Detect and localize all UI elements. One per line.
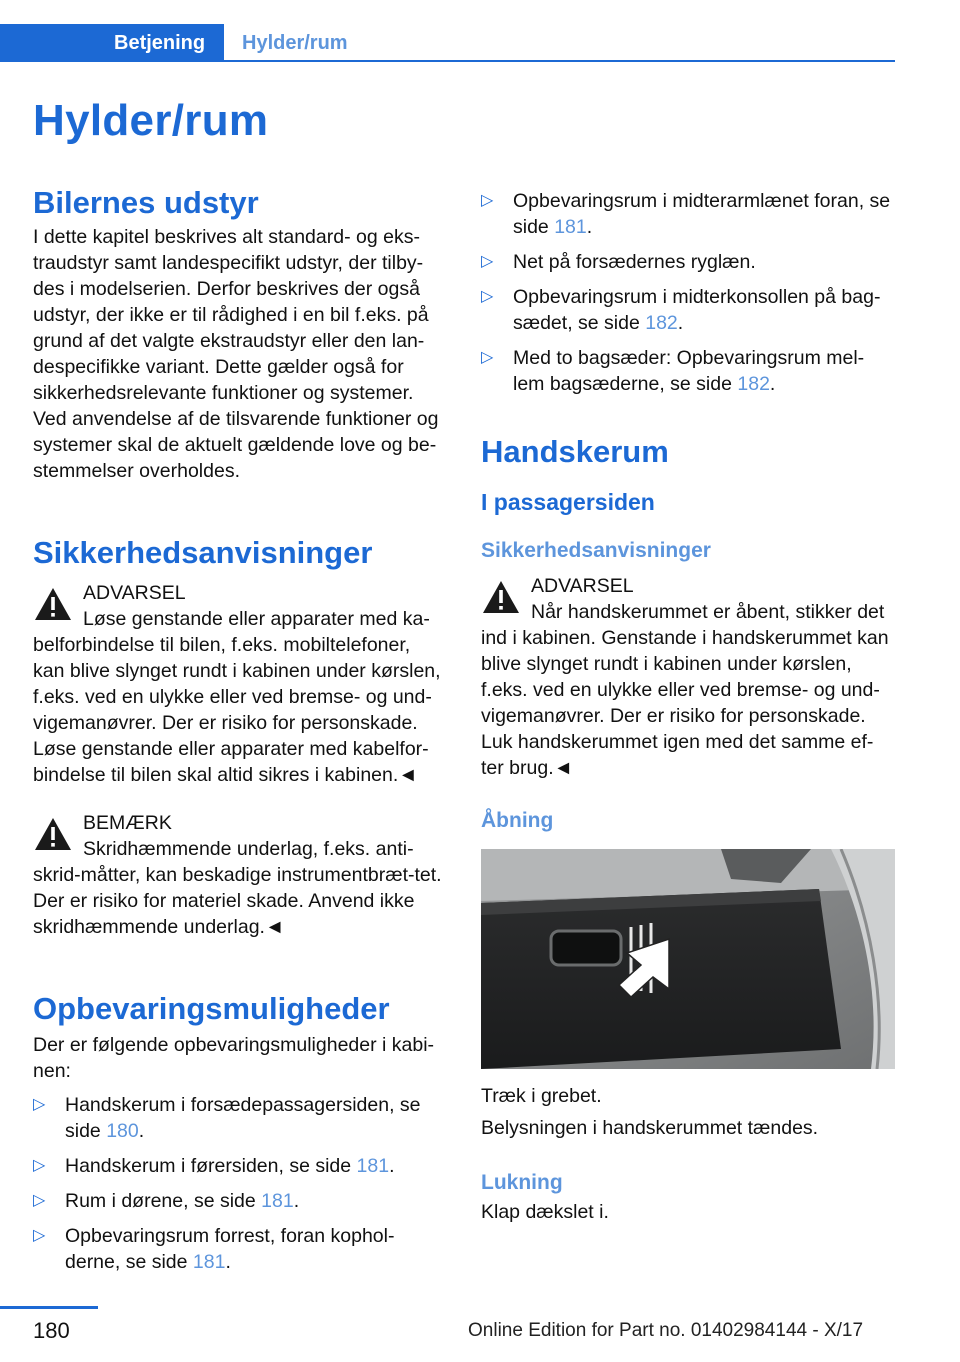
triangle-bullet-icon: ▷: [481, 288, 494, 305]
section-text-bilernes-udstyr: I dette kapitel beskrives alt standard- og eks-traudstyr samt landespecifikt udstyr, der tilby-des i modelserien. Derfor beskrives der også udstyr, der ikke er til rådighed i en bil f.eks. på grund af det valgte ekstraudstyr eller den lan-despecifikke variant. Dette gælder også for sikkerhedsrelevante funktioner og systemer. Ved anvendelse af de tilsvarende funktioner og systemer skal de aktuelt gældende love og be-stemmelser overholdes.: [33, 226, 439, 482]
section-title-opbevaringsmuligheder: Opbevaringsmuligheder: [33, 991, 390, 1026]
section-title-handskerum: Handskerum: [481, 434, 669, 469]
storage-list-left: [33, 1092, 447, 1275]
section-title-bilernes-udstyr: Bilernes udstyr: [33, 185, 259, 220]
glovebox-photo: [481, 849, 895, 1069]
page-link[interactable]: 181: [554, 216, 587, 238]
list-item: ▷ Opbevaringsrum i midterkonsollen på bag-sædet, se side 182.: [481, 286, 881, 334]
tab-betjening[interactable]: Betjening: [0, 24, 224, 62]
section-text-opbevaringsmuligheder: Der er følgende opbevaringsmuligheder i kabi-nen:: [33, 1034, 435, 1082]
triangle-bullet-icon: ▷: [33, 1192, 46, 1209]
list-item: ▷ Rum i dørene, se side 181.: [33, 1190, 300, 1212]
warning-box-handskerum: [481, 573, 895, 781]
list-item: ▷ Opbevaringsrum forrest, foran kophol-derne, se side 181.: [33, 1225, 395, 1273]
opening-step-1: Træk i grebet.: [481, 1085, 602, 1107]
right-column: [481, 188, 895, 1225]
warning-heading: ADVARSEL: [83, 582, 186, 604]
warning-box-bemaerk: [33, 810, 447, 940]
triangle-bullet-icon: ▷: [481, 349, 494, 366]
glovebox-illustration: [481, 849, 895, 1069]
warning-heading: ADVARSEL: [531, 575, 634, 597]
closing-step-1: Klap dækslet i.: [481, 1201, 609, 1223]
list-item: ▷ Handskerum i førersiden, se side 181.: [33, 1155, 395, 1177]
warning-triangle-icon: [481, 579, 521, 615]
warning-text: Når handskerummet er åbent, stikker det ind i kabinen. Genstande i handskerummet kan blive slynget rundt i kabinen under kørslen, f.eks. ved en ulykke eller ved bremse- og und-vigemanøvrer. Der er risiko for personskade. Luk handskerummet igen med det samme ef-ter brug.◄: [481, 601, 889, 779]
storage-list-right: [481, 188, 895, 397]
footer-rule: [0, 1306, 98, 1309]
page-title: Hylder/rum: [33, 96, 269, 145]
opening-step-2: Belysningen i handskerummet tændes.: [481, 1117, 819, 1139]
page-link[interactable]: 181: [261, 1190, 294, 1212]
page-link[interactable]: 180: [106, 1120, 139, 1142]
subsection-title-lukning: Lukning: [481, 1171, 563, 1194]
left-column: [33, 184, 447, 1284]
triangle-bullet-icon: ▷: [33, 1157, 46, 1174]
notice-text: Skridhæmmende underlag, f.eks. anti-skrid-måtter, kan beskadige instrumentbræt-tet. Der er risiko for materiel skade. Anvend ikke skridhæmmende underlag.◄: [33, 838, 442, 938]
warning-triangle-icon: [33, 586, 73, 622]
page-link[interactable]: 181: [356, 1155, 390, 1177]
triangle-bullet-icon: ▷: [481, 253, 494, 270]
edition-note: Online Edition for Part no. 01402984144 - X/17: [468, 1320, 864, 1341]
warning-text: Løse genstande eller apparater med ka-belforbindelse til bilen, f.eks. mobiltelefoner, kan blive slynget rundt i kabinen under kørslen, f.eks. ved en ulykke eller ved bremse- og und-vigemanøvrer. Der er risiko for personskade. Løse genstande eller apparater med kabelfor-bindelse til bilen skal altid sikres i kabinen.◄: [33, 608, 441, 786]
list-item: ▷ Net på forsædernes ryglæn.: [481, 251, 756, 273]
subsubsection-title-sikkerhedsanvisninger: Sikkerhedsanvisninger: [481, 539, 711, 562]
warning-box-advarsel: [33, 580, 447, 788]
page-link[interactable]: 182: [645, 312, 678, 334]
list-item: ▷ Opbevaringsrum i midterarmlænet foran, se side 181.: [481, 190, 891, 238]
warning-triangle-icon: [33, 816, 73, 852]
notice-heading: BEMÆRK: [83, 812, 172, 834]
triangle-bullet-icon: ▷: [33, 1096, 46, 1113]
subsection-title-abning: Åbning: [481, 809, 554, 832]
section-title-sikkerhedsanvisninger: Sikkerhedsanvisninger: [33, 535, 373, 570]
triangle-bullet-icon: ▷: [481, 192, 494, 209]
subsection-title-i-passagersiden: I passagersiden: [481, 489, 655, 515]
header-tabs: [0, 24, 895, 62]
list-item: ▷ Med to bagsæder: Opbevaringsrum mel-lem bagsæderne, se side 182.: [481, 347, 865, 395]
tab-hylder-rum[interactable]: Hylder/rum: [242, 32, 348, 54]
triangle-bullet-icon: ▷: [33, 1227, 46, 1244]
page-link[interactable]: 181: [192, 1251, 226, 1273]
header-rule: [0, 60, 895, 62]
page-link[interactable]: 182: [737, 373, 770, 395]
page-number: 180: [33, 1318, 70, 1343]
list-item: ▷ Handskerum i forsædepassagersiden, se side 180.: [33, 1094, 421, 1142]
